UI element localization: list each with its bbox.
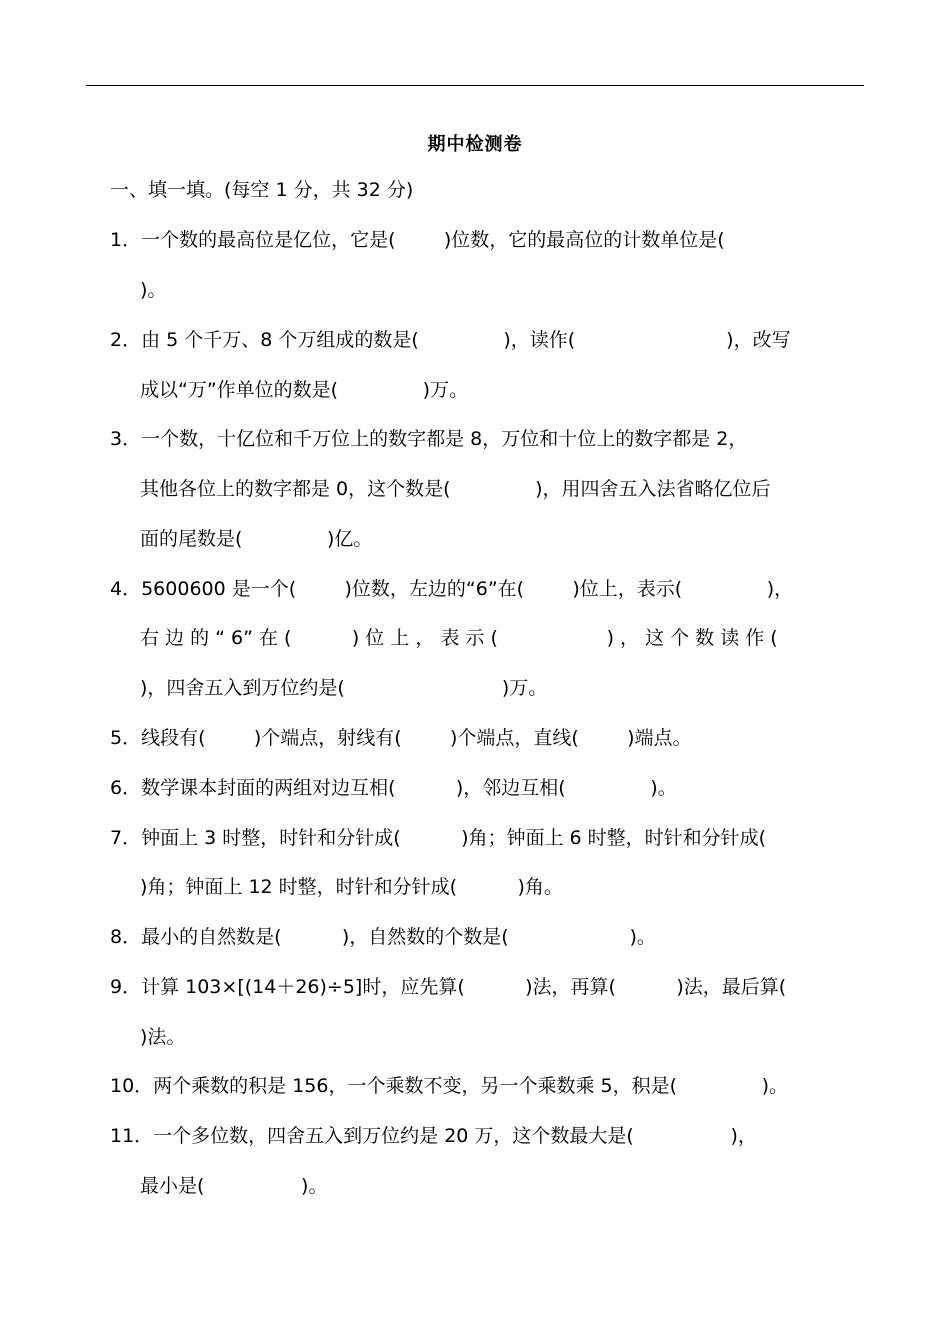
question-2-line-2: 成以“万”作单位的数是( )万。 — [140, 379, 469, 401]
question-6: 6．数学课本封面的两组对边互相( )，邻边互相( )。 — [110, 777, 677, 799]
question-1-line-2: )。 — [140, 279, 167, 301]
section-heading: 一、填一填。(每空 1 分，共 32 分) — [110, 179, 414, 201]
question-9-line-2: )法。 — [140, 1026, 186, 1048]
question-3-line-2: 其他各位上的数字都是 0，这个数是( )，用四舍五入法省略亿位后 — [140, 478, 771, 500]
question-7-line-1: 7．钟面上 3 时整，时针和分针成( )角；钟面上 6 时整，时针和分针成( — [110, 827, 767, 849]
question-1-line-1: 1．一个数的最高位是亿位，它是( )位数，它的最高位的计数单位是( — [110, 229, 725, 251]
question-9-line-1: 9．计算 103×[(14＋26)÷5]时，应先算( )法，再算( )法，最后算( — [110, 976, 787, 998]
question-11-line-2: 最小是( )。 — [140, 1175, 328, 1197]
header-rule — [86, 85, 864, 86]
question-2-line-1: 2．由 5 个千万、8 个万组成的数是( )，读作( )，改写 — [110, 329, 791, 351]
question-11-line-1: 11．一个多位数，四舍五入到万位约是 20 万，这个数最大是( )， — [110, 1125, 757, 1147]
question-4-line-3: )，四舍五入到万位约是( )万。 — [140, 677, 548, 699]
question-3-line-3: 面的尾数是( )亿。 — [140, 528, 373, 550]
question-10: 10．两个乘数的积是 156，一个乘数不变，另一个乘数乘 5，积是( )。 — [110, 1075, 788, 1097]
question-3-line-1: 3．一个数，十亿位和千万位上的数字都是 8，万位和十位上的数字都是 2， — [110, 428, 748, 450]
question-4-line-1: 4．5600600 是一个( )位数，左边的“6”在( )位上，表示( )， — [110, 578, 794, 600]
question-7-line-2: )角；钟面上 12 时整，时针和分针成( )角。 — [140, 876, 563, 898]
page-title: 期中检测卷 — [427, 134, 523, 155]
question-5: 5．线段有( )个端点，射线有( )个端点，直线( )端点。 — [110, 727, 692, 749]
question-4-line-2: 右 边 的 “ 6” 在 ( ) 位 上 ， 表 示 ( ) ， 这 个 数 读 作 ( — [140, 627, 778, 649]
question-8: 8．最小的自然数是( )，自然数的个数是( )。 — [110, 926, 656, 948]
